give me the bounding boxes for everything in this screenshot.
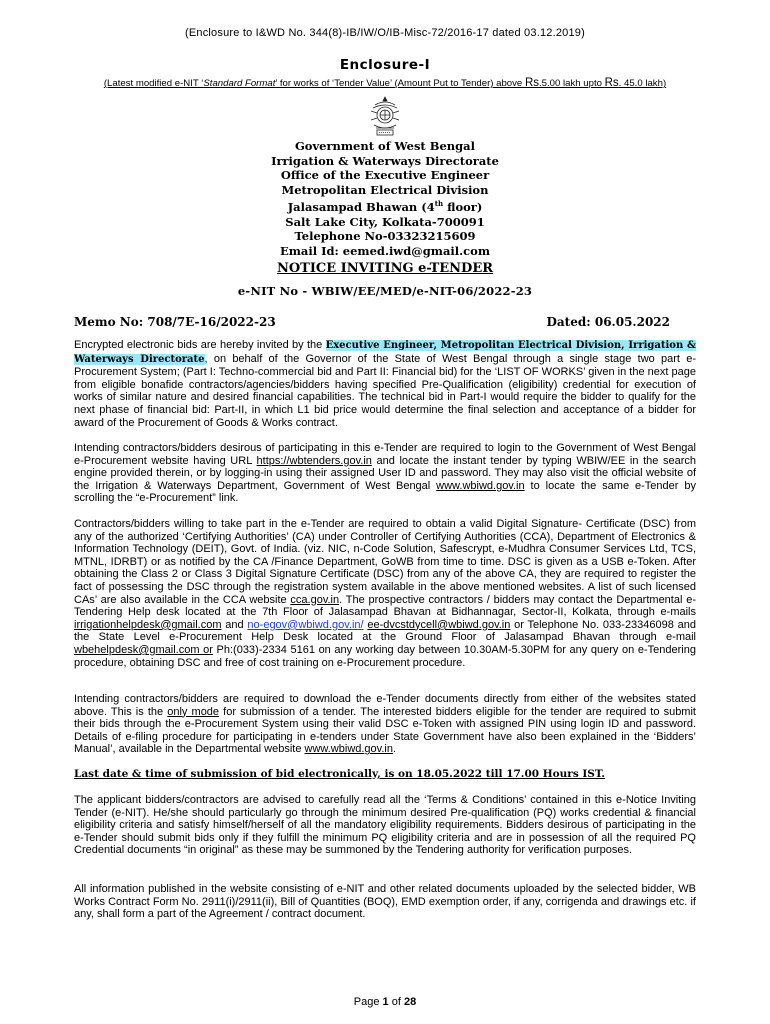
floor-label: floor) (443, 200, 483, 215)
para4-text: Intending contractors/bidders are required to download the e-Tender documents directly from either of the websites stated above. This is the (74, 693, 696, 718)
eedvc-email-link[interactable]: ee-dvcstdycell@wbiwd.gov.in (367, 618, 511, 631)
paragraph-dsc (74, 518, 696, 669)
wbiwd-link-2[interactable]: www.wbiwd.gov.in (304, 743, 393, 756)
office-line-building (0, 197, 770, 214)
subtitle-amount1: .5.00 lakh upto (539, 78, 605, 89)
wbiwd-link[interactable]: www.wbiwd.gov.in (436, 479, 525, 492)
page-label: Page (353, 996, 383, 1008)
office-line-city: Salt Lake City, Kolkata-700091 (285, 214, 485, 229)
paragraph-download (74, 693, 696, 756)
para4-text-end: . (392, 743, 397, 756)
of-label: of (388, 996, 404, 1008)
memo-date: Dated: 06.05.2022 (546, 315, 670, 329)
subtitle-italic: Standard Format (203, 78, 276, 89)
para2-text-end: to locate the same e-Tender by scrolling the “e-Procurement” link. (74, 479, 696, 505)
helpdesk-email-link[interactable]: irrigationhelpdesk@gmail.com (74, 618, 222, 631)
rupee-symbol: Rs (524, 77, 539, 89)
office-line-telephone: Telephone No-03323215609 (294, 229, 476, 244)
west-bengal-emblem-icon (367, 95, 403, 139)
office-line-directorate: Irrigation & Waterways Directorate (271, 153, 499, 168)
para3-text-end: Ph:(033)-2334 5161 on any working day between 10.30AM-5.30PM for any query on e-Tendering procedure, obtaining DSC and free of cost training on e-Procurement procedure. (74, 643, 696, 669)
page-footer (0, 996, 770, 1008)
para1-text-cont: , on behalf of the Governor of the State of West Bengal through a single stage two part e-Procurement System; (Part I: Techno-commercial bid and Part II: Financial bid) for the ‘LIST OF WORKS’ given in the next page from eligible bonafide contractors/agencies/bidders having specified Pre-Qualification (eligibility) credential for execution of works of similar nature and desired financial capabilities. The technical bid in Part-I would require the bidder to qualify for the next phase of financial bid: Part-II, in which L1 bid price would determine the final selection and acceptance of a bidder for award of the Procurement of Goods & Works contract. (74, 352, 697, 429)
rupee-symbol: Rs (604, 77, 619, 89)
para2-text-mid: and locate the instant tender by typing WBIW/EE in the search engine provided therein, or by logging-in using their assigned User ID and password. They may also visit the official website of the Irrigation & Waterways Department, Government of West Bengal (74, 454, 696, 492)
page-number: 1 (382, 996, 389, 1008)
paragraph-login (74, 442, 696, 505)
para2-text: Intending contractors/bidders desirous of participating in this e-Tender are required to login to the Government of West Bengal e-Procurement website having URL (74, 442, 696, 467)
para3-text-mid2: or Telephone No. 033-23346098 and the State Level e-Procurement Help Desk located at the Ground Floor of Jalasampad Bhavan through e-mail (74, 618, 697, 644)
paragraph-agreement: All information published in the website consisting of e-NIT and other related documents uploaded by the selected bidder, WB Works Contract Form No. 2911(i)/2911(ii), Bill of Quantities (BOQ), EMD exemption order, if any, corrigenda and drawings etc. if any, shall form a part of the Agreement / contract document. (74, 883, 696, 921)
enclosure-note: (Enclosure to I&WD No. 344(8)-IB/IW/O/IB-Misc-72/2016-17 dated 03.12.2019) (185, 27, 585, 39)
building-name: Jalasampad Bhawan (4 (287, 200, 435, 215)
enit-number: e-NIT No - WBIW/EE/MED/e-NIT-06/2022-23 (237, 284, 533, 298)
para1-text: Encrypted electronic bids are hereby invited by the (74, 339, 326, 351)
paragraph-terms: The applicant bidders/contractors are advised to carefully read all the ‘Terms & Conditions’ contained in this e-Notice Inviting Tender (e-NIT). He/she should particularly go through the minimum desired Pre-qualification (PQ) works credential & financial eligibility criteria and satisfy himself/herself of all the mandatory eligibility requirements. Bidders desirous of participating in the e-Tender should submit bids only if they fulfill the minimum PQ eligibility criteria and are in possession of all the required PQ Credential documents “in original” as these may be summoned by the Tendering authority for verification purposes. (74, 794, 696, 857)
office-line-government: Government of West Bengal (294, 139, 476, 153)
office-address-block (0, 139, 770, 259)
enclosure-title: Enclosure-I (339, 57, 431, 73)
para3-text-mid: . The prospective contractors / bidders may contact the Departmental e-Tendering Help desk located at the 7th Floor of Jalasampad Bhavan at Bidhannagar, Sector-II, Kolkata, through e-mails (74, 593, 696, 619)
memo-row (74, 315, 670, 329)
para3-text: Contractors/bidders willing to take part in the e-Tender are required to obtain a valid Digital Signature- Certificate (DSC) from any of the authorized ‘Certifying Authorities’ (CA) under Controller of Certifying Authorities (CCA), Department of Electronics & Information Technology (DEIT), Govt. of India. (viz. NIC, n-Code Solution, Safescrypt, e-Mudhra Consumer Services Ltd, TCS, MTNL, IDRBT) or as notified by the CA /Finance Department, GoWB from time to time. DSC is given as a USB e-Token. After obtaining the Class 2 or Class 3 Digital Signature Certificate (DSC) from any of the above CA, they are required to register the fact of possessing the DSC through the registration system available in the above mentioned websites. A list of such licensed CAs’ are also available in the CCA website (74, 518, 696, 606)
notice-title: NOTICE INVITING e-TENDER (276, 261, 494, 276)
cca-link[interactable]: cca.gov.in (290, 593, 340, 606)
noegov-email-link[interactable]: no-egov@wbiwd.gov.in/ (247, 618, 364, 631)
para4-text-mid: for submission of a tender. The interested bidders eligible for the tender are required to submit their bids through the e-Procurement System using their valid DSC e-Token with assigned PIN using login ID and password. Details of e-filing procedure for participating in e-tenders under State Government have also been explained in the ‘Bidders’ Manual’, available in the Departmental website (74, 705, 696, 756)
office-line-email: Email Id: eemed.iwd@gmail.com (279, 243, 490, 258)
office-line-office: Office of the Executive Engineer (280, 168, 490, 183)
memo-number: Memo No: 708/7E-16/2022-23 (74, 315, 276, 329)
page-total: 28 (403, 996, 417, 1008)
enclosure-subtitle (60, 77, 710, 89)
para3-and: and (221, 618, 248, 631)
subtitle-amount2: . 45.0 lakh) (618, 78, 667, 89)
paragraph-invitation (74, 339, 696, 429)
subtitle-mid: ’ for works of ‘Tender Value’ (Amount Put to Tender) above (275, 78, 525, 89)
wbehelpdesk-email-link[interactable]: wbehelpdesk@gmail.com or (74, 643, 213, 656)
only-mode-emphasis: only mode (167, 705, 220, 718)
subtitle-pre: (Latest modified e-NIT ‘ (103, 78, 204, 89)
office-line-division: Metropolitan Electrical Division (281, 182, 489, 197)
wbtenders-link[interactable]: https://wbtenders.gov.in (256, 454, 372, 467)
highlighted-authority: Executive Engineer, Metropolitan Electrical Division, Irrigation & Waterways Directorate (74, 340, 696, 365)
floor-suffix: th (434, 199, 444, 209)
last-date-heading: Last date & time of submission of bid electronically, is on 18.05.2022 till 17.00 Hours IST. (74, 768, 605, 780)
